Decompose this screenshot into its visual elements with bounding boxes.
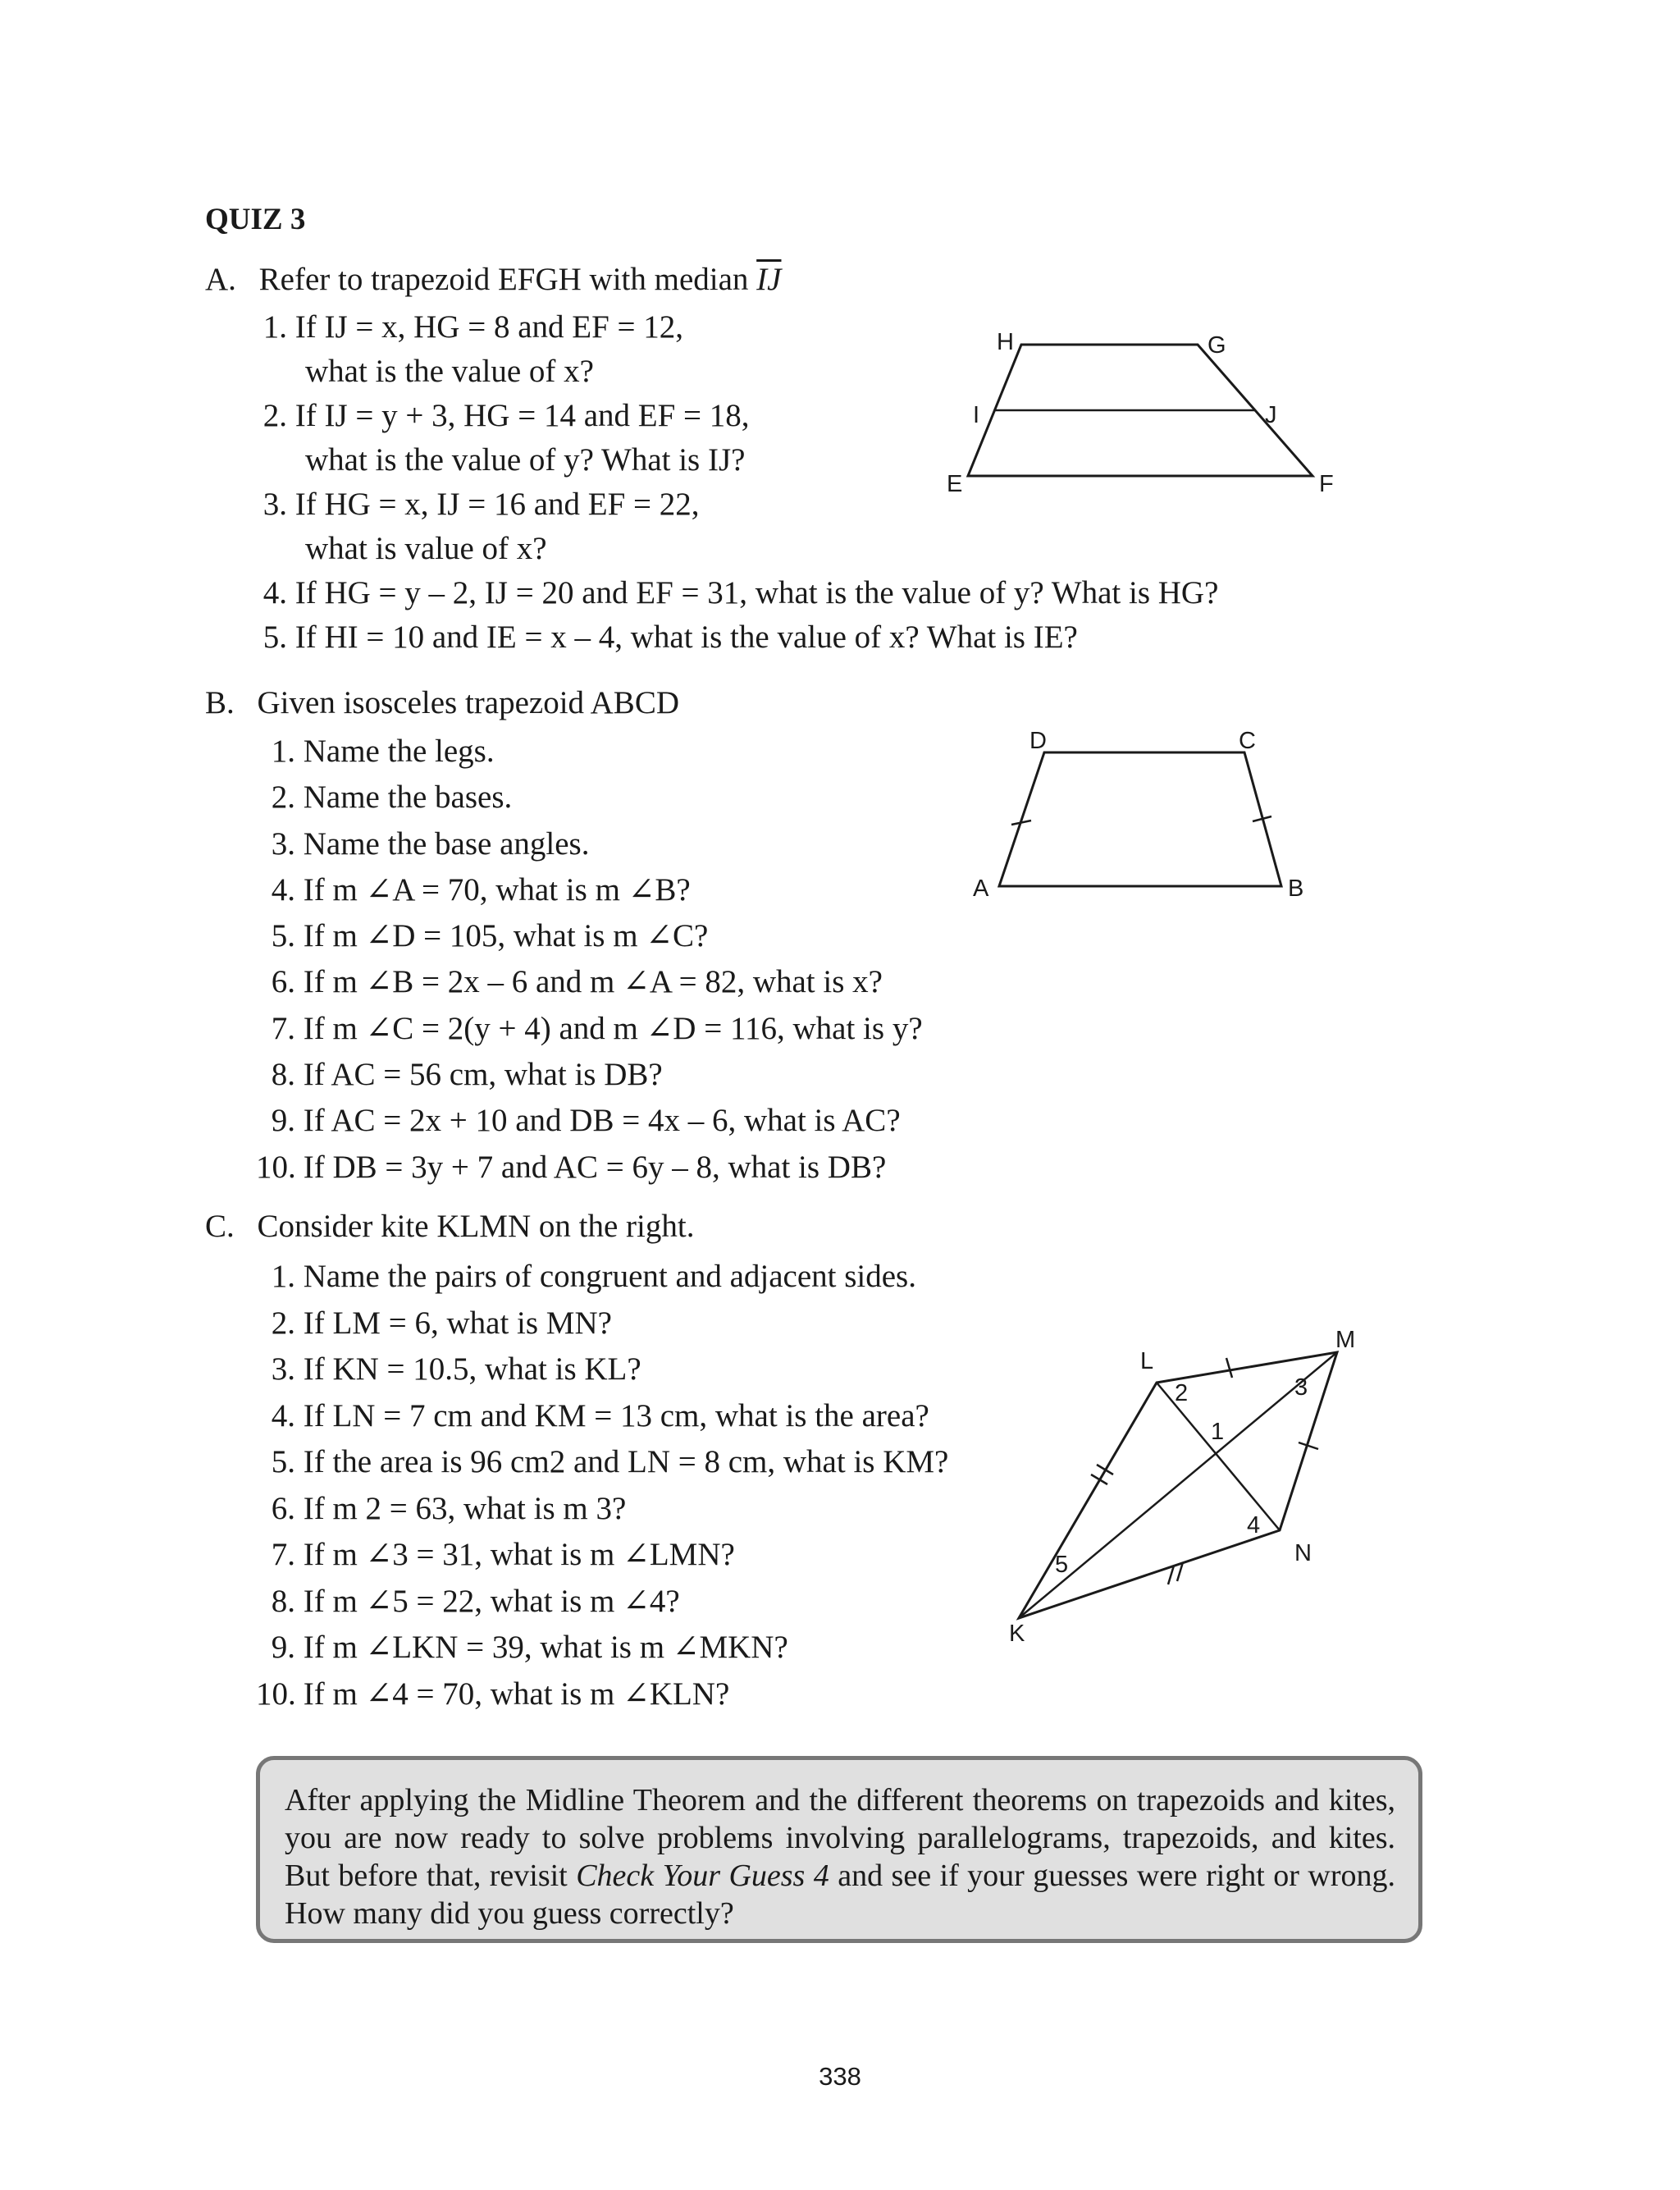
list-item-continued: what is the value of x? bbox=[305, 354, 594, 389]
kite-klmn-figure bbox=[1001, 1327, 1378, 1649]
list-item: 5. If HI = 10 and IE = x – 4, what is the value of x? What is IE? bbox=[262, 620, 1078, 655]
label-k: K bbox=[1009, 1621, 1025, 1647]
section-c-heading bbox=[205, 1208, 694, 1245]
angle-label-1: 1 bbox=[1211, 1419, 1225, 1445]
list-item: 3. Name the base angles. bbox=[271, 825, 590, 862]
list-item: 6. If m ∠B = 2x – 6 and m ∠A = 82, what is x? bbox=[271, 964, 883, 1000]
list-item: 4. If HG = y – 2, IJ = 20 and EF = 31, what is the value of y? What is HG? bbox=[262, 575, 1219, 610]
angle-label-4: 4 bbox=[1247, 1512, 1261, 1538]
list-item: 7. If m ∠3 = 31, what is m ∠LMN? bbox=[271, 1537, 735, 1572]
list-item: 1. If IJ = x, HG = 8 and EF = 12, bbox=[262, 309, 684, 345]
list-item: 3. If KN = 10.5, what is KL? bbox=[271, 1351, 641, 1387]
list-item: 7. If m ∠C = 2(y + 4) and m ∠D = 116, what is y? bbox=[271, 1010, 923, 1046]
tick-lm bbox=[1226, 1358, 1232, 1378]
list-item: 8. If m ∠5 = 22, what is m ∠4? bbox=[271, 1583, 680, 1619]
list-item: 2. Name the bases. bbox=[271, 780, 513, 816]
list-item: 2. If LM = 6, what is MN? bbox=[271, 1305, 612, 1341]
list-item: 2. If IJ = y + 3, HG = 14 and EF = 18, bbox=[262, 398, 750, 433]
section-a-median: $\overline{IJ}$ bbox=[756, 262, 782, 297]
section-b-letter: B. bbox=[205, 685, 235, 720]
section-c-letter: C. bbox=[205, 1209, 235, 1244]
angle-label-5: 5 bbox=[1055, 1552, 1069, 1578]
list-item: 8. If AC = 56 cm, what is DB? bbox=[271, 1057, 663, 1093]
label-h: H bbox=[997, 329, 1014, 355]
section-a-heading-text: Refer to trapezoid EFGH with median bbox=[258, 262, 749, 297]
label-l: L bbox=[1140, 1348, 1154, 1374]
note-text-before: After applying the Midline Theorem and the different theorems on trapezoids and kites, you are now ready to solve problems involving parallelograms, trapezoids, and kites. But before that, revisit bbox=[285, 1783, 1395, 1893]
section-b-list bbox=[256, 729, 923, 1191]
list-item: 1. Name the legs. bbox=[271, 734, 495, 769]
list-item: 10. If m ∠4 = 70, what is m ∠KLN? bbox=[256, 1676, 730, 1712]
list-item-continued: what is value of x? bbox=[305, 531, 547, 566]
label-b: B bbox=[1288, 876, 1304, 902]
list-item: 5. If m ∠D = 105, what is m ∠C? bbox=[271, 918, 709, 954]
section-b-heading-text: Given isosceles trapezoid ABCD bbox=[257, 685, 679, 720]
label-c: C bbox=[1239, 728, 1256, 754]
label-f: F bbox=[1319, 471, 1334, 497]
angle-label-3: 3 bbox=[1294, 1374, 1308, 1401]
label-j: J bbox=[1265, 402, 1277, 428]
section-c-list bbox=[256, 1254, 948, 1717]
trapezoid-efgh-figure bbox=[943, 328, 1354, 501]
label-m: M bbox=[1335, 1327, 1356, 1353]
label-i: I bbox=[973, 402, 980, 428]
section-b-heading bbox=[205, 684, 679, 721]
note-text-after: and see if your guesses were right or wrong. How many did you guess correctly? bbox=[285, 1859, 1395, 1931]
angle-label-2: 2 bbox=[1175, 1380, 1189, 1406]
label-a: A bbox=[973, 876, 989, 902]
section-a-heading bbox=[205, 261, 781, 298]
list-item-continued: what is the value of y? What is IJ? bbox=[305, 442, 746, 478]
trapezoid-abcd-figure bbox=[968, 726, 1329, 907]
list-item: 5. If the area is 96 cm2 and LN = 8 cm, what is KM? bbox=[271, 1444, 949, 1479]
note-box bbox=[256, 1756, 1422, 1943]
label-g: G bbox=[1208, 332, 1226, 359]
list-item: 4. If m ∠A = 70, what is m ∠B? bbox=[271, 871, 691, 908]
trapezoid-abcd-outline bbox=[999, 752, 1281, 886]
label-d: D bbox=[1029, 728, 1047, 754]
list-item: 3. If HG = x, IJ = 16 and EF = 22, bbox=[262, 487, 700, 522]
quiz-title: QUIZ 3 bbox=[205, 203, 306, 236]
list-item: 6. If m 2 = 63, what is m 3? bbox=[271, 1490, 627, 1526]
label-e: E bbox=[947, 471, 963, 497]
section-c-heading-text: Consider kite KLMN on the right. bbox=[257, 1209, 695, 1244]
list-item: 9. If m ∠LKN = 39, what is m ∠MKN? bbox=[271, 1630, 788, 1665]
label-n: N bbox=[1294, 1540, 1312, 1566]
note-text-italic: Check Your Guess 4 bbox=[576, 1859, 829, 1893]
list-item: 1. Name the pairs of congruent and adjacent sides. bbox=[271, 1259, 916, 1294]
page-number: 338 bbox=[819, 2062, 861, 2091]
section-a-letter: A. bbox=[205, 262, 236, 297]
list-item: 9. If AC = 2x + 10 and DB = 4x – 6, what is AC? bbox=[271, 1103, 901, 1139]
list-item: 10. If DB = 3y + 7 and AC = 6y – 8, what is DB? bbox=[256, 1149, 887, 1185]
list-item: 4. If LN = 7 cm and KM = 13 cm, what is the area? bbox=[271, 1397, 929, 1433]
